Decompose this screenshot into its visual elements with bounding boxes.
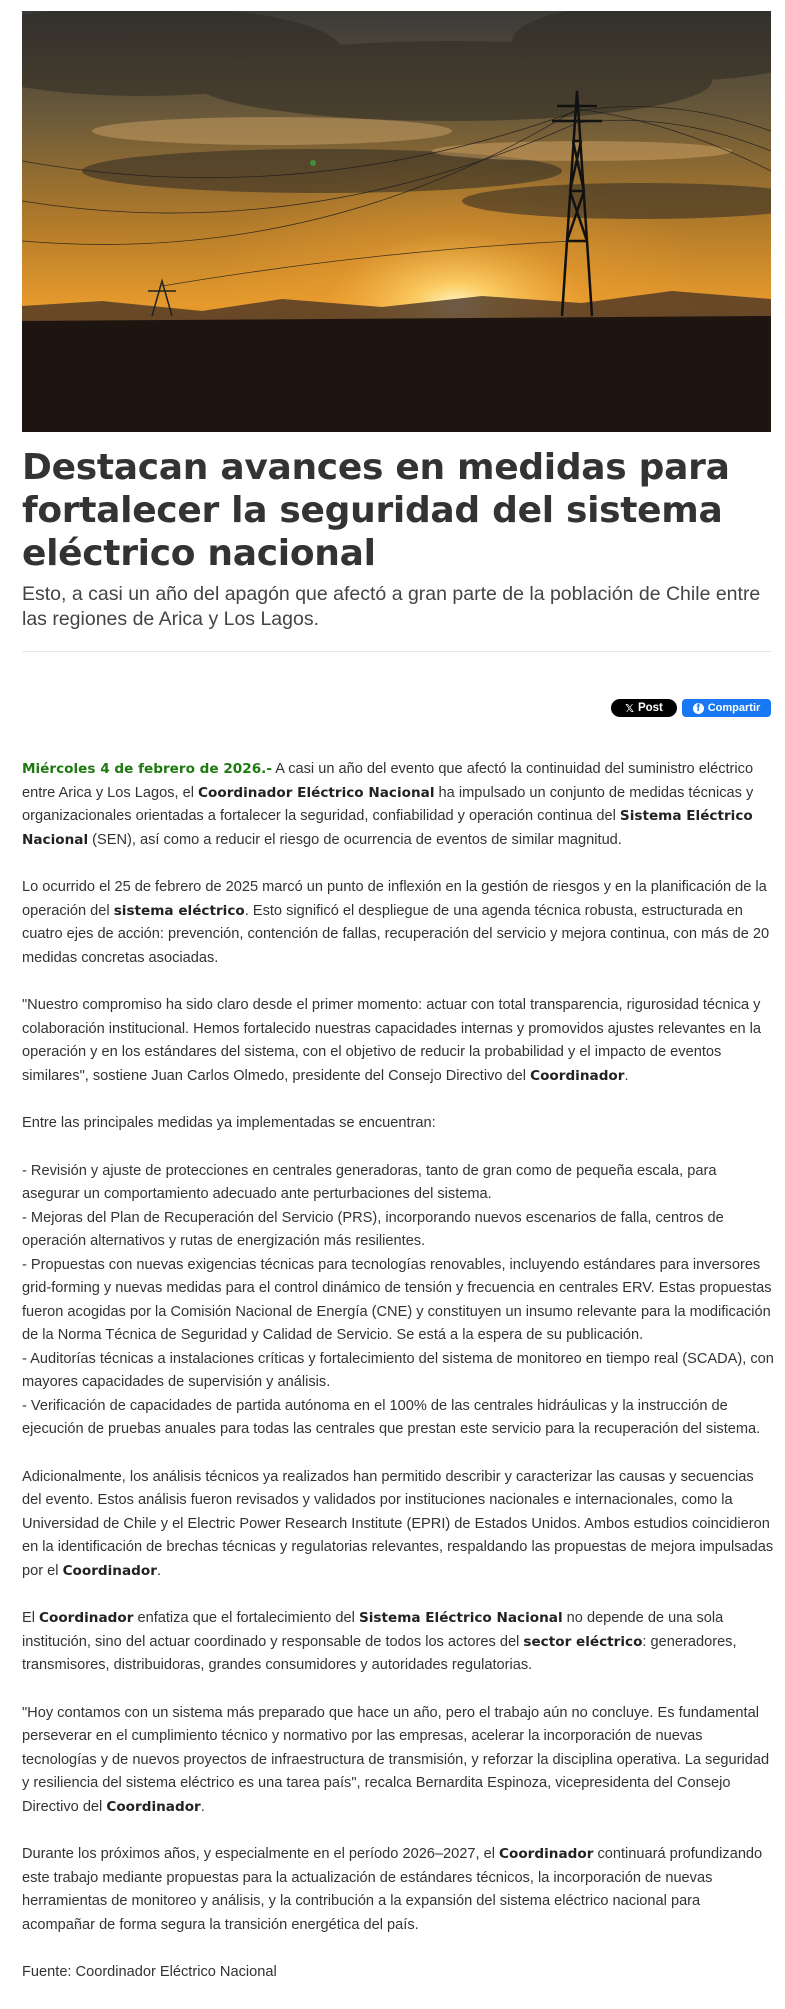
bold-text: Coordinador: [62, 1562, 157, 1579]
bold-text: Coordinador Eléctrico Nacional: [198, 784, 435, 801]
list-item: - Revisión y ajuste de protecciones en centrales generadoras, tanto de gran como de pequeña escala, para asegurar un comportamiento adecuado ante perturbaciones del sistema.: [22, 1162, 717, 1202]
text: Lo ocurrido el 25 de febrero de 2025 marcó un punto de inflexión en la gestión de riesgos y en la planificación de la operación del: [22, 879, 767, 919]
text: .: [200, 1798, 205, 1815]
text: A casi un año del evento que afectó la continuidad del suministro eléctrico entre Arica y Los Lagos, el: [22, 761, 754, 801]
paragraph-quote: [22, 994, 774, 1088]
bold-text: Coordinador: [530, 1067, 625, 1084]
paragraph: [22, 876, 774, 970]
text: no depende de una sola institución, sino del actuar coordinado y responsable de todos los actores del: [22, 1610, 724, 1650]
text: enfatiza que el fortalecimiento del: [133, 1610, 359, 1626]
bold-text: Sistema Eléctrico Nacional: [22, 808, 753, 848]
text: : generadores, transmisores, distribuidoras, grandes consumidores y autoridades regulatorias.: [22, 1633, 737, 1673]
hero-image: [22, 11, 771, 432]
text: .: [156, 1562, 161, 1579]
bold-text: sistema eléctrico: [113, 902, 245, 919]
text: continuará profundizando este trabajo mediante propuestas para la actualización de estándares técnicos, la incorporación de nuevas herramientas de monitoreo y análisis, y la contribución a la expansión del sistema eléctrico nacional para acompañar de forma segura la transición energética del país.: [22, 1846, 763, 1933]
bold-text: Coordinador: [499, 1846, 594, 1862]
list-item: - Verificación de capacidades de partida autónoma en el 100% de las centrales hidráulicas y la instrucción de ejecución de pruebas anuales para todas las centrales que prestan este servicio para la recuperación del sistema.: [22, 1397, 761, 1437]
article-date: Miércoles 4 de febrero de 2026.-: [22, 761, 272, 777]
list-item: - Mejoras del Plan de Recuperación del Servicio (PRS), incorporando nuevos escenarios de falla, centros de operación alternativos y rutas de energización más resilientes.: [22, 1209, 724, 1249]
bold-text: Sistema Eléctrico Nacional: [358, 1610, 563, 1626]
article-body: [22, 758, 774, 2009]
text: "Nuestro compromiso ha sido claro desde el primer momento: actuar con total transparencia, rigurosidad técnica y colaboración institucional. Hemos fortalecido nuestras capacidades internas y promovidos ajustes relevantes en la operación y en los estándares del sistema, con el objetivo de reducir la probabilidad y el impacto de eventos similares", sostiene Juan Carlos Olmedo, presidente del Consejo Directivo del: [22, 997, 762, 1084]
article-title: Destacan avances en medidas para fortalecer la seguridad del sistema eléctrico nacional: [22, 447, 730, 574]
divider: [22, 651, 771, 652]
text: Adicionalmente, los análisis técnicos ya realizados han permitido describir y caracterizar las causas y secuencias del evento. Estos análisis fueron revisados y validados por instituciones nacionales e internacionales, como la Universidad de Chile y el Electric Power Research Institute (EPRI) de Estados Unidos. Ambos estudios coincidieron en la identificación de brechas técnicas y regulatorias relevantes, respaldando las propuestas de mejora impulsadas por el: [22, 1468, 774, 1579]
list-item: - Propuestas con nuevas exigencias técnicas para tecnologías renovables, incluyendo estándares para inversores grid-forming y nuevas medidas para el control dinámico de tensión y frecuencia en centrales ERV. Estas propuestas fueron acogidas por la Comisión Nacional de Energía (CNE) y constituyen un insumo relevante para la modificación de la Norma Técnica de Seguridad y Calidad de Servicio. Se está a la espera de su publicación.: [22, 1256, 772, 1343]
paragraph: [22, 1607, 774, 1678]
list-item: - Auditorías técnicas a instalaciones críticas y fortalecimiento del sistema de monitoreo en tiempo real (SCADA), con mayores capacidades de supervisión y análisis.: [22, 1350, 774, 1390]
share-facebook-button[interactable]: [682, 699, 771, 717]
paragraph: [22, 1843, 774, 1937]
share-x-button[interactable]: [611, 699, 677, 717]
paragraph-intro: [22, 758, 774, 852]
article-subtitle: Esto, a casi un año del apagón que afectó a gran parte de la población de Chile entre las regiones de Arica y Los Lagos.: [22, 583, 761, 630]
share-x-label: Post: [637, 702, 663, 714]
text: Durante los próximos años, y especialmente en el período 2026–2027, el: [22, 1846, 500, 1862]
share-fb-label: Compartir: [707, 702, 761, 714]
bold-text: sector eléctrico: [523, 1633, 643, 1650]
text: "Hoy contamos con un sistema más preparado que hace un año, pero el trabajo aún no concluye. Es fundamental perseverar en el cumplimiento técnico y normativo por las empresas, acelerar la incorporación de nuevas tecnologías y de nuevos proyectos de infraestructura de transmisión, y reforzar la disciplina operativa. La seguridad y resiliencia del sistema eléctrico es una tarea país", recalca Bernardita Espinoza, vicepresidenta del Consejo Directivo del: [22, 1704, 770, 1815]
text: . Esto significó el despliegue de una agenda técnica robusta, estructurada en cuatro ejes de acción: prevención, contención de fallas, recuperación del servicio y mejora continua, con más de 20 medidas concretas asociadas.: [22, 902, 770, 966]
text: .: [624, 1067, 629, 1084]
bold-text: Coordinador: [39, 1610, 134, 1626]
bold-text: Coordinador: [106, 1798, 201, 1815]
text: (SEN), así como a reducir el riesgo de ocurrencia de eventos de similar magnitud.: [88, 831, 622, 848]
facebook-icon: f: [693, 703, 704, 714]
measures-list: [22, 1160, 774, 1442]
text: El: [22, 1610, 40, 1626]
paragraph-quote: [22, 1702, 774, 1820]
paragraph: Entre las principales medidas ya implementadas se encuentran:: [22, 1115, 436, 1131]
paragraph: [22, 1466, 774, 1584]
text: ha impulsado un conjunto de medidas técnicas y organizacionales orientadas a fortalecer la seguridad, confiabilidad y operación continua del: [22, 784, 754, 824]
article-source: Fuente: Coordinador Eléctrico Nacional: [22, 1964, 277, 1980]
x-logo-icon: 𝕏: [625, 702, 634, 715]
